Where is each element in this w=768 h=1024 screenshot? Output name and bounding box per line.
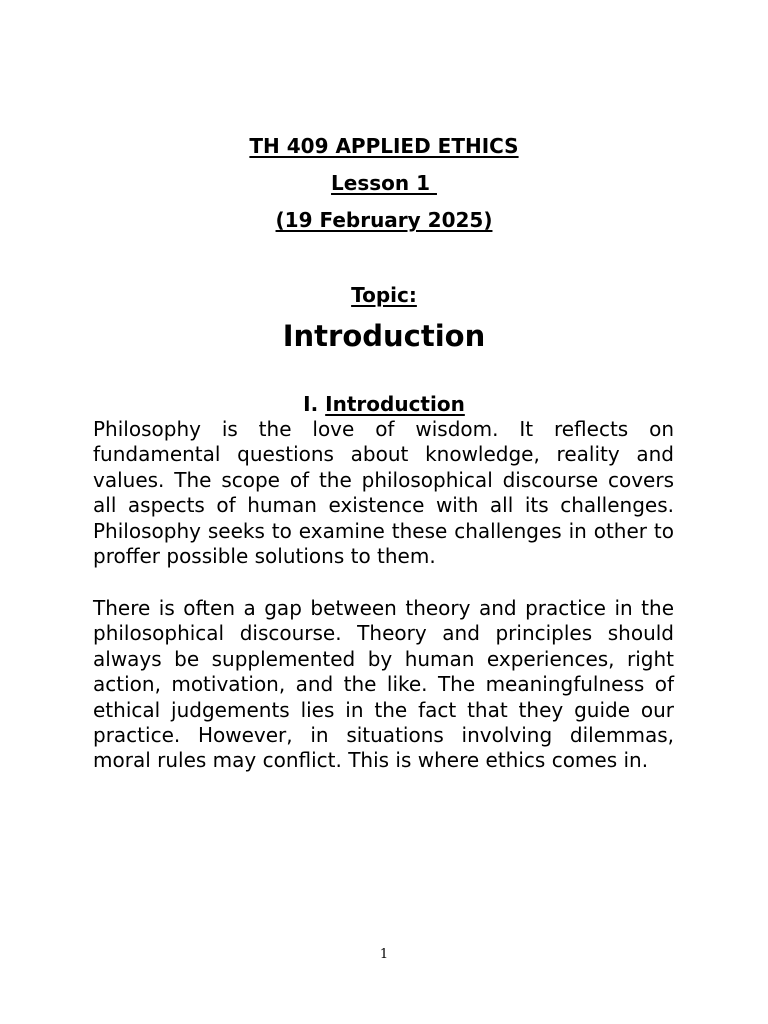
lesson-date — [0, 207, 768, 233]
course-title — [0, 133, 768, 159]
body-paragraph: Philosophy is the love of wisdom. It reflects on fundamental questions about knowledge, reality and values. The scope of the philosophical discourse covers all aspects of human existence with all its challenges. Philosophy seeks to examine these challenges in other to proffer possible solutions to them. — [93, 417, 674, 569]
topic-label — [0, 282, 768, 308]
topic-label-text: Topic: — [351, 283, 417, 307]
section-heading-text: Introduction — [325, 392, 465, 416]
section-number: I. — [303, 392, 326, 416]
topic-title: Introduction — [282, 319, 486, 353]
section-heading — [0, 391, 768, 417]
lesson-number — [0, 170, 768, 196]
course-title-text: TH 409 APPLIED ETHICS — [249, 134, 519, 158]
lesson-date-text: (19 February 2025) — [275, 208, 493, 232]
body-paragraph: There is often a gap between theory and practice in the philosophical discourse. Theory and principles should always be supplemented by human experiences, right action, motivation, and the like. The meaningfulness of ethical judgements lies in the fact that they guide our practice. However, in situations involving dilemmas, moral rules may conflict. This is where ethics comes in. — [93, 596, 674, 773]
page-number: 1 — [379, 947, 389, 962]
lesson-number-text: Lesson 1 — [331, 171, 437, 195]
